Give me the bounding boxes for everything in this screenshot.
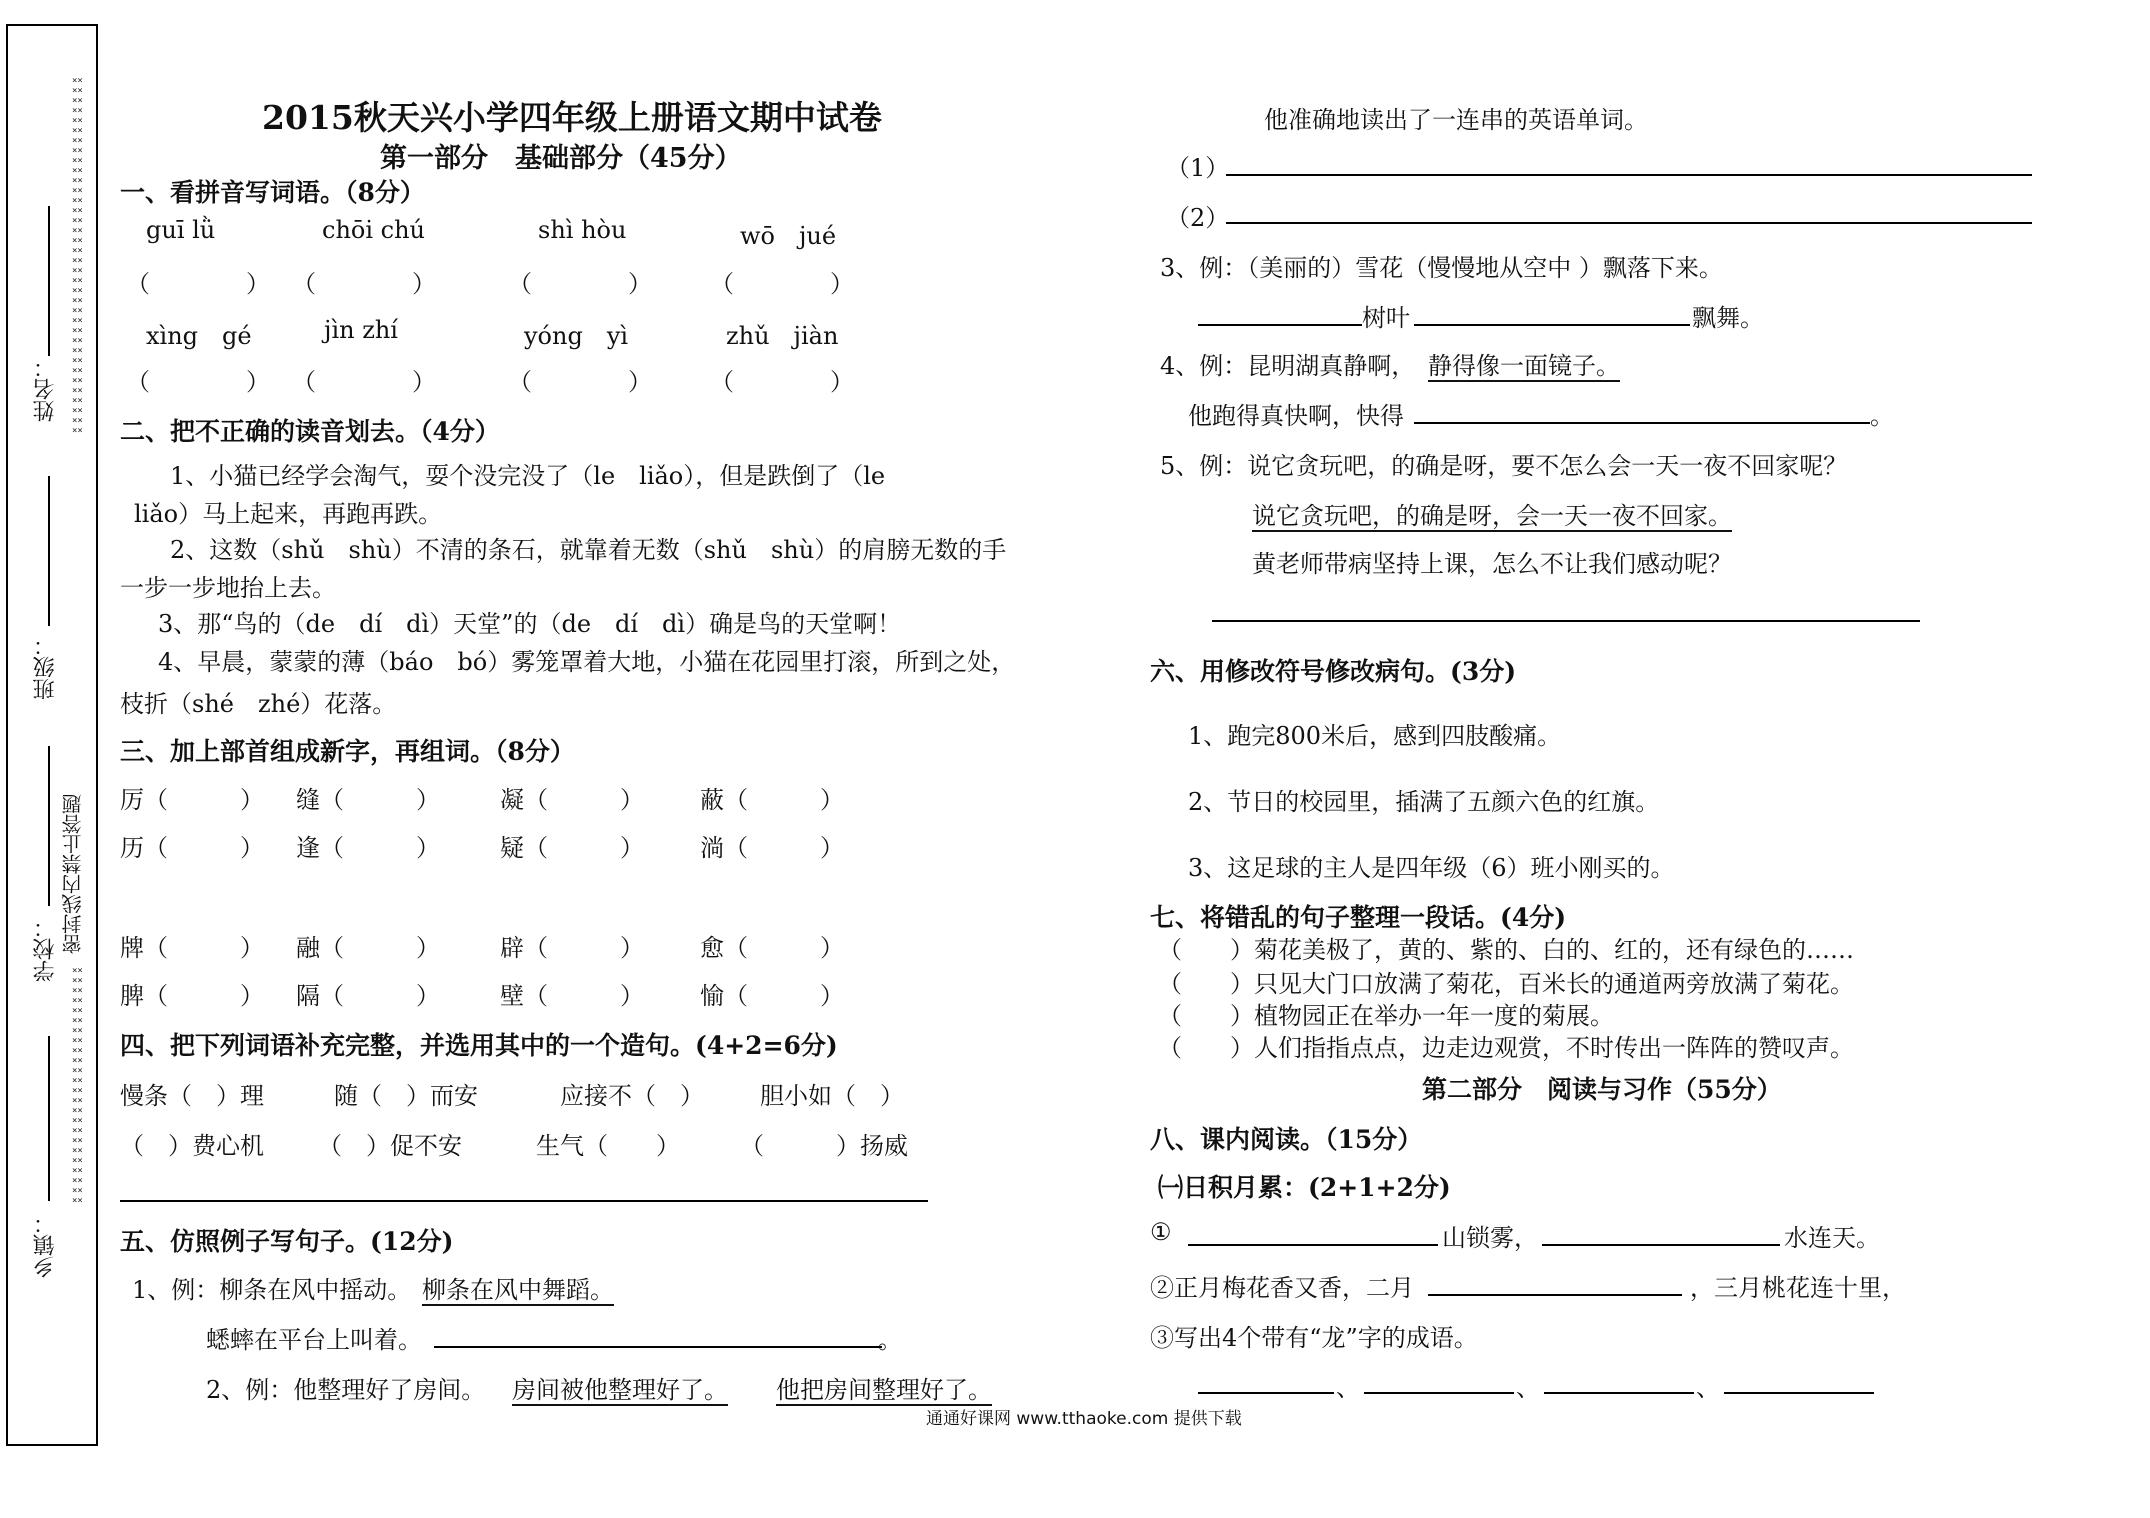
order-item[interactable]: （ ）只见大门口放满了菊花，百米长的通道两旁放满了菊花。 (1158, 970, 1854, 998)
question-text: 树叶 (1362, 304, 1410, 332)
answer-line[interactable] (120, 1200, 928, 1202)
example-answer: 柳条在风中舞蹈。 (422, 1276, 614, 1304)
char-item[interactable]: 厉（ ） (120, 786, 264, 814)
example-answer: 静得像一面镜子。 (1428, 352, 1620, 380)
idiom-item[interactable]: 随（ ）而安 (334, 1082, 478, 1110)
separator: 、 (1516, 1374, 1540, 1402)
pinyin: yóng yì (524, 322, 629, 350)
question-text: 蟋蟀在平台上叫着。 (206, 1326, 422, 1354)
separator: 、 (1696, 1374, 1720, 1402)
pinyin: jìn zhí (324, 316, 398, 344)
char-item[interactable]: 壁（ ） (500, 982, 644, 1010)
example-answer: 说它贪玩吧，的确是呀，会一天一夜不回家。 (1252, 502, 1732, 530)
answer-line[interactable] (1544, 1392, 1694, 1394)
char-item[interactable]: 逢（ ） (296, 834, 440, 862)
section2-heading: 二、把不正确的读音划去。（4分） (120, 417, 500, 446)
answer-bracket[interactable]: （ ） (710, 270, 854, 298)
class-label: 班级： (33, 634, 58, 700)
pinyin: xìng gé (146, 322, 252, 350)
answer-line[interactable] (1226, 222, 2032, 224)
answer-line[interactable] (1414, 422, 1870, 424)
section4-heading: 四、把下列词语补充完整，并选用其中的一个造句。(4+2=6分) (120, 1031, 838, 1060)
s2-line: 4、早晨，蒙蒙的薄（báo bó）雾笼罩着大地，小猫在花园里打滚，所到之处， (158, 648, 1016, 676)
example-text: 5、例：说它贪玩吧，的确是呀，要不怎么会一天一夜不回家呢？ (1160, 452, 1848, 480)
answer-line[interactable] (434, 1346, 882, 1348)
answer-bracket[interactable]: （ ） (710, 368, 854, 396)
example-text: 3、例：（美丽的）雪花（慢慢地从空中 ）飘落下来。 (1160, 254, 1723, 282)
char-item[interactable]: 凝（ ） (500, 786, 644, 814)
question-text: 水连天。 (1784, 1224, 1880, 1252)
question-text: 山锁雾， (1442, 1224, 1538, 1252)
answer-line[interactable] (1414, 324, 1690, 326)
pinyin: zhǔ jiàn (726, 322, 839, 350)
answer-bracket[interactable]: （ ） (126, 270, 270, 298)
school-field[interactable] (48, 746, 50, 906)
char-item[interactable]: 淌（ ） (700, 834, 844, 862)
idiom-item[interactable]: 应接不（ ） (560, 1082, 704, 1110)
name-label: 姓名： (33, 356, 58, 422)
idiom-item[interactable]: （ ）费心机 (120, 1132, 264, 1160)
section3-heading: 三、加上部首组成新字，再组词。（8分） (120, 737, 575, 766)
example-answer: 他把房间整理好了。 (776, 1376, 992, 1404)
char-item[interactable]: 愉（ ） (700, 982, 844, 1010)
question-text: ① (1150, 1218, 1172, 1246)
question-text: ③写出4个带有“龙”字的成语。 (1150, 1324, 1478, 1352)
period: 。 (1870, 402, 1894, 430)
answer-line[interactable] (1198, 1392, 1334, 1394)
example-text: 1、例：柳条在风中摇动。 (132, 1276, 412, 1304)
part1-heading: 第一部分 基础部分（45分） (380, 143, 742, 174)
answer-bracket[interactable]: （ ） (292, 270, 436, 298)
char-item[interactable]: 历（ ） (120, 834, 264, 862)
answer-label: （2） (1166, 204, 1230, 232)
seal-line: ×××××××××××××××××××××××××××××××××××××××××××××××××××××××××××××××××××××××× (72, 76, 83, 436)
s2-line: 2、这数（shǔ shù）不清的条石，就靠着无数（shǔ shù）的肩膀无数的手 (170, 536, 1007, 564)
s2-line: 1、小猫已经学会淘气，耍个没完没了（le liǎo），但是跌倒了（le (170, 462, 886, 490)
answer-line[interactable] (1188, 1244, 1438, 1246)
town-label: 乡镇： (33, 1212, 58, 1278)
example-text: 2、例：他整理好了房间。 (206, 1376, 486, 1404)
town-field[interactable] (48, 1036, 50, 1201)
section6-heading: 六、用修改符号修改病句。(3分) (1150, 657, 1517, 686)
period: 。 (878, 1326, 902, 1354)
seal-note: 密封线内禁止答题 (61, 794, 85, 954)
order-item[interactable]: （ ）菊花美极了，黄的、紫的、白的、红的，还有绿色的…… (1158, 936, 1854, 964)
idiom-item[interactable]: （ ）扬威 (740, 1132, 908, 1160)
question-text: 黄老师带病坚持上课，怎么不让我们感动呢？ (1252, 550, 1732, 578)
s2-line: 一步一步地抬上去。 (120, 574, 336, 602)
char-item[interactable]: 蔽（ ） (700, 786, 844, 814)
footer-credit: 通通好课网 www.tthaoke.com 提供下载 (926, 1409, 1242, 1429)
idiom-item[interactable]: 慢条（ ）理 (120, 1082, 264, 1110)
pinyin: wō jué (740, 222, 837, 250)
s2-line: 3、那“鸟的（de dí dì）天堂”的（de dí dì）确是鸟的天堂啊！ (158, 610, 902, 638)
answer-line[interactable] (1212, 620, 1920, 622)
char-item[interactable]: 疑（ ） (500, 834, 644, 862)
pinyin: shì hòu (538, 216, 627, 244)
s2-line: 枝折（shé zhé）花落。 (120, 690, 397, 718)
sentence: 1、跑完800米后，感到四肢酸痛。 (1188, 722, 1562, 750)
section8-sub: ㈠日积月累：(2+1+2分) (1158, 1173, 1451, 1202)
order-item[interactable]: （ ）人们指指点点，边走边观赏，不时传出一阵阵的赞叹声。 (1158, 1034, 1854, 1062)
answer-line[interactable] (1542, 1244, 1780, 1246)
page-title: 2015秋天兴小学四年级上册语文期中试卷 (262, 98, 882, 137)
section1-heading: 一、看拼音写词语。（8分） (120, 178, 425, 207)
section8-heading: 八、课内阅读。（15分） (1150, 1125, 1423, 1154)
seal-line: ×××××××××××××××××××××××××××××××××××××××××××××××× (72, 966, 83, 1206)
char-item[interactable]: 隔（ ） (296, 982, 440, 1010)
separator: 、 (1336, 1374, 1360, 1402)
char-item[interactable]: 牌（ ） (120, 934, 264, 962)
char-item[interactable]: 融（ ） (296, 934, 440, 962)
char-item[interactable]: 辟（ ） (500, 934, 644, 962)
question-text: 他跑得真快啊，快得 (1188, 402, 1404, 430)
name-field[interactable] (48, 206, 50, 356)
answer-line[interactable] (1226, 174, 2032, 176)
answer-line[interactable] (1364, 1392, 1514, 1394)
pinyin: chōi chú (322, 216, 426, 244)
answer-bracket[interactable]: （ ） (508, 270, 652, 298)
order-item[interactable]: （ ）植物园正在举办一年一度的菊展。 (1158, 1002, 1614, 1030)
question-text: ②正月梅花香又香，二月 (1150, 1274, 1414, 1302)
question-text: ，三月桃花连十里， (1690, 1274, 1906, 1302)
idiom-item[interactable]: 生气（ ） (536, 1132, 680, 1160)
class-field[interactable] (48, 476, 50, 626)
pinyin: guī lǜ (146, 216, 216, 244)
sentence: 3、这足球的主人是四年级（6）班小刚买的。 (1188, 854, 1675, 882)
answer-label: （1） (1166, 154, 1230, 182)
idiom-item[interactable]: 胆小如（ ） (760, 1082, 904, 1110)
char-item[interactable]: 脾（ ） (120, 982, 264, 1010)
seal-sidebar (6, 24, 98, 1446)
section5-heading: 五、仿照例子写句子。(12分) (120, 1227, 454, 1256)
idiom-item[interactable]: （ ）促不安 (318, 1132, 462, 1160)
sentence: 2、节日的校园里，插满了五颜六色的红旗。 (1188, 788, 1660, 816)
answer-bracket[interactable]: （ ） (508, 368, 652, 396)
school-label: 学校： (33, 916, 58, 982)
s2-line: liǎo）马上起来，再跑再跌。 (134, 500, 443, 528)
example-text: 4、例：昆明湖真静啊， (1160, 352, 1416, 380)
question-text: 他准确地读出了一连串的英语单词。 (1264, 106, 1648, 134)
char-item[interactable]: 缝（ ） (296, 786, 440, 814)
answer-line[interactable] (1198, 324, 1362, 326)
answer-line[interactable] (1724, 1392, 1874, 1394)
answer-bracket[interactable]: （ ） (292, 368, 436, 396)
section7-heading: 七、将错乱的句子整理一段话。(4分) (1150, 903, 1567, 932)
char-item[interactable]: 愈（ ） (700, 934, 844, 962)
question-text: 飘舞。 (1692, 304, 1764, 332)
answer-line[interactable] (1428, 1294, 1682, 1296)
example-answer: 房间被他整理好了。 (512, 1376, 728, 1404)
answer-bracket[interactable]: （ ） (126, 368, 270, 396)
part2-heading: 第二部分 阅读与习作（55分） (1422, 1075, 1782, 1104)
